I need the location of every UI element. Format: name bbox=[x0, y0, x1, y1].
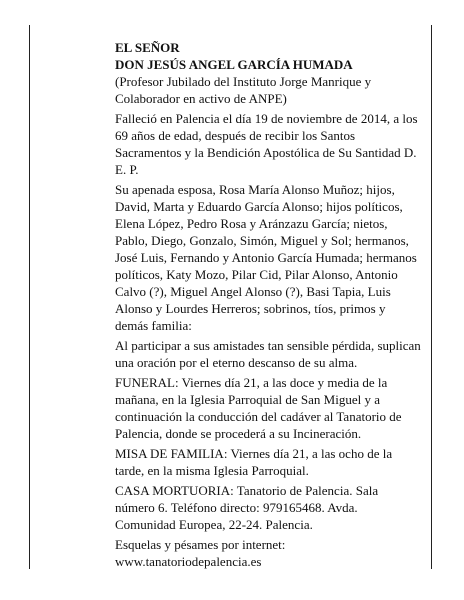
family-mass-details: MISA DE FAMILIA: Viernes día 21, a las ocho de la tarde, en la misma Iglesia Parroquial. bbox=[115, 446, 393, 478]
notice-title bbox=[115, 39, 421, 73]
title-line-1: EL SEÑOR bbox=[115, 40, 180, 55]
frame-right-border bbox=[431, 25, 432, 569]
death-announcement: Falleció en Palencia el día 19 de noviembre de 2014, a los 69 años de edad, después de recibir los Santos Sacramentos y la Bendición Apostólica de Su Santidad D. E. P. bbox=[115, 111, 418, 177]
online-condolences bbox=[115, 536, 421, 570]
family-list: Su apenada esposa, Rosa María Alonso Muñoz; hijos, David, Marta y Eduardo García Alonso; hijos políticos, Elena López, Pedro Rosa y Aránzazu García; nietos, Pablo, Diego, Gonzalo, Simón, Miguel y Sol; hermanos, José Luis, Fernando y Antonio García Humada; hermanos políticos, Katy Mozo, Pilar Cid, Pilar Alonso, Antonio Calvo (?), Miguel Angel Alonso (?), Basi Tapia, Luis Alonso y Lourdes Herreros; sobrinos, tíos, primos y demás familia: bbox=[115, 182, 417, 333]
funeral-details: FUNERAL: Viernes día 21, a las doce y media de la mañana, en la Iglesia Parroquial de San Miguel y a continuación la conducción del cadáver al Tanatorio de Palencia, donde se procederá a su Incineración. bbox=[115, 375, 402, 441]
mortuary-details: CASA MORTUORIA: Tanatorio de Palencia. Sala número 6. Teléfono directo: 979165468. Avda. Comunidad Europea, 22-24. Palencia. bbox=[115, 483, 379, 532]
prayer-request: Al participar a sus amistades tan sensible pérdida, suplican una oración por el eterno descanso de su alma. bbox=[115, 338, 421, 370]
online-label: Esquelas y pésames por internet: bbox=[115, 537, 286, 552]
website-link[interactable]: www.tanatoriodepalencia.es bbox=[115, 554, 262, 569]
deceased-role: (Profesor Jubilado del Instituto Jorge Manrique y Colaborador en activo de ANPE) bbox=[115, 74, 372, 106]
title-line-2: DON JESÚS ANGEL GARCÍA HUMADA bbox=[115, 57, 353, 72]
frame-left-border bbox=[29, 25, 30, 569]
obituary-notice bbox=[115, 39, 421, 573]
